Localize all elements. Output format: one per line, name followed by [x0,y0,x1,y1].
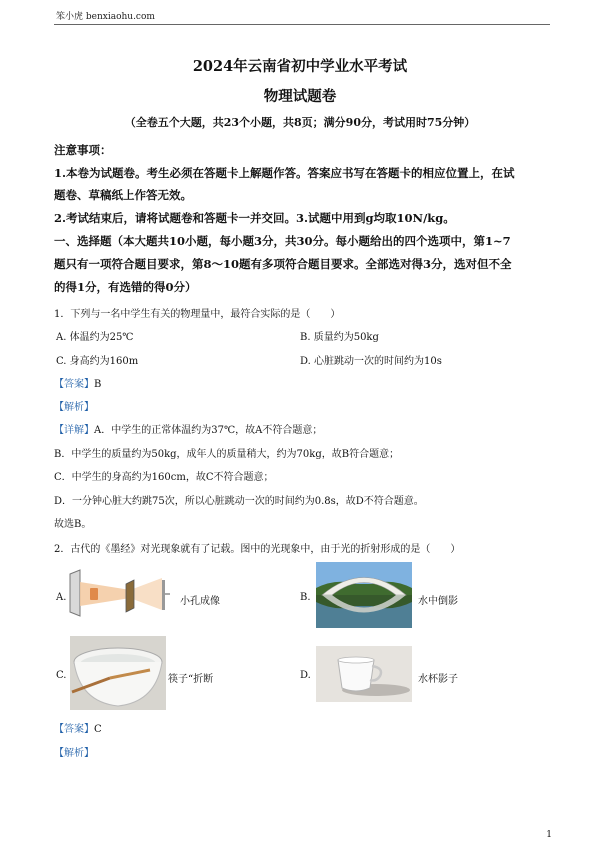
q2-answer-value: C [94,724,102,735]
q2-answer [54,720,102,735]
q2-option-b-letter: B. [300,592,311,603]
q1-option-a: A. 体温约为25℃ [56,332,134,343]
q1-answer [54,375,101,390]
exam-note: （全卷五个大题，共23个小题，共8页；满分90分，考试用时75分钟） [124,116,476,129]
q1-detail-d: D．一分钟心脏大约跳75次，所以心脏跳动一次的时间约为0.8s，故D不符合题意。 [54,496,424,507]
q2-option-d-label: 水杯影子 [418,674,458,685]
q1-conclusion: 故选B。 [54,519,92,530]
pinhole-imaging-image [66,568,178,620]
site-header: 笨小虎 benxiaohu.com [56,12,155,22]
instruction-1-line2: 题卷、草稿纸上作答无效。 [54,188,192,202]
instructions-heading: 注意事项： [54,143,112,157]
section-1-line2: 题只有一项符合题目要求，第8～10题有多项符合题目要求。全部选对得3分，选对但不全 [54,257,512,271]
section-1-line1: 一、选择题（本大题共10小题，每小题3分，共30分。每小题给出的四个选项中，第1~7 [54,234,511,248]
q2-option-d-letter: D. [300,670,311,681]
q1-answer-value: B [94,379,102,390]
q1-option-d: D. 心脏跳动一次的时间约为10s [300,356,442,367]
q1-detail-tag: 【详解】 [54,425,94,436]
q1-detail-a [54,421,322,436]
q2-option-c-label: 筷子“折断 [168,674,214,685]
instruction-1-line1: 1.本卷为试题卷。考生必须在答题卡上解题作答。答案应书写在答题卡的相应位置上，在试 [54,166,515,180]
exam-subtitle: 物理试题卷 [263,88,337,105]
q1-detail-a-text: A．中学生的正常体温约为37℃，故A不符合题意； [94,425,323,436]
exam-title: 2024年云南省初中学业水平考试 [192,58,408,75]
q1-option-b: B. 质量约为50kg [300,332,379,343]
q1-answer-tag: 【答案】 [54,379,94,390]
q2-option-c-letter: C. [56,670,67,681]
instruction-2: 2.考试结束后，请将试题卷和答题卡一并交回。3.试题中用到g均取10N/kg。 [54,211,455,225]
q2-stem: 2．古代的《墨经》对光现象就有了记载。图中的光现象中，由于光的折射形成的是（ ） [54,544,461,555]
q1-stem: 1．下列与一名中学生有关的物理量中，最符合实际的是（ ） [54,309,341,320]
bridge-reflection-image [316,562,412,628]
chopsticks-bowl-image [70,636,166,710]
page-number: 1 [546,830,552,840]
q2-option-b-label: 水中倒影 [418,596,458,607]
section-1-line3: 的得1分，有选错的得0分） [54,280,197,294]
q2-analysis-tag: 【解析】 [54,748,94,759]
q1-analysis-tag: 【解析】 [54,402,94,413]
q2-answer-tag: 【答案】 [54,724,94,735]
q2-option-a-letter: A. [56,592,67,603]
q1-option-c: C. 身高约为160m [56,356,139,367]
q1-detail-c: C．中学生的身高约为160cm，故C不符合题意； [54,472,274,483]
q1-detail-b: B．中学生的质量约为50kg，成年人的质量稍大，约为70kg，故B符合题意； [54,449,400,460]
header-divider [54,24,550,25]
q2-option-a-label: 小孔成像 [180,596,220,607]
cup-shadow-image [316,646,412,702]
